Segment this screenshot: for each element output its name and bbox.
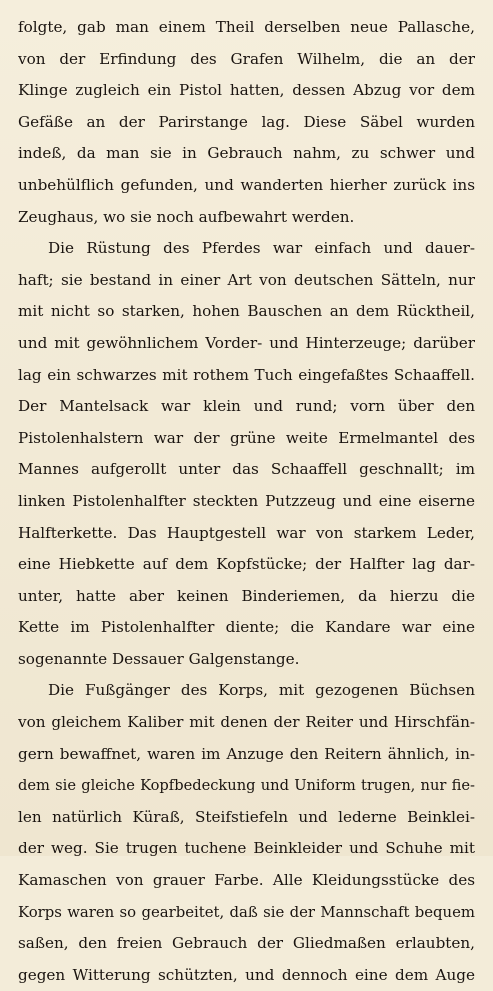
text-line: gegen Witterung schützten, und dennoch eine dem Auge bbox=[18, 965, 475, 984]
text-line: sogenannte Dessauer Galgenstange. bbox=[18, 649, 300, 668]
text-line: Korps waren so gearbeitet, daß sie der Mannschaft bequem bbox=[18, 902, 475, 921]
text-line: linken Pistolenhalfter steckten Putzzeug und eine eiserne bbox=[18, 491, 475, 510]
text-line: Gefäße an der Parirstange lag. Diese Säbel wurden bbox=[18, 112, 475, 131]
text-line: haft; sie bestand in einer Art von deutschen Sätteln, nur bbox=[18, 270, 475, 289]
text-line: Halfterkette. Das Hauptgestell war von starkem Leder, bbox=[18, 523, 475, 542]
text-line: von der Erfindung des Grafen Wilhelm, die an der bbox=[18, 49, 475, 68]
text-line: dem sie gleiche Kopfbedeckung und Uniform trugen, nur fie- bbox=[18, 777, 475, 795]
text-line: Der Mantelsack war klein und rund; vorn über den bbox=[18, 397, 475, 416]
text-line: und mit gewöhnlichem Vorder- und Hinterzeuge; darüber bbox=[18, 333, 475, 352]
text-line: der weg. Sie trugen tuchene Beinkleider und Schuhe mit bbox=[18, 839, 475, 858]
text-line: folgte, gab man einem Theil derselben neue Pallasche, bbox=[18, 18, 475, 36]
text-line: lag ein schwarzes mit rothem Tuch eingefaßtes Schaaffell. bbox=[18, 365, 475, 384]
text-line: Zeughaus, wo sie noch aufbewahrt werden. bbox=[18, 207, 355, 226]
text-line: Die Rüstung des Pferdes war einfach und dauer- bbox=[48, 239, 475, 258]
text-line: gern bewaffnet, waren im Anzuge den Reitern ähnlich, in- bbox=[18, 744, 475, 763]
text-line: saßen, den freien Gebrauch der Gliedmaßen erlaubten, bbox=[18, 934, 475, 953]
text-line: indeß, da man sie in Gebrauch nahm, zu schwer und bbox=[18, 144, 475, 163]
text-line: Kette im Pistolenhalfter diente; die Kandare war eine bbox=[18, 618, 475, 637]
text-line: mit nicht so starken, hohen Bauschen an dem Rücktheil, bbox=[18, 302, 475, 321]
text-line: unbehülflich gefunden, und wanderten hierher zurück ins bbox=[18, 175, 475, 194]
text-line: len natürlich Küraß, Steifstiefeln und lederne Beinklei- bbox=[18, 807, 475, 826]
text-line: unter, hatte aber keinen Binderiemen, da hierzu die bbox=[18, 586, 475, 605]
text-line: eine Hiebkette auf dem Kopfstücke; der Halfter lag dar- bbox=[18, 555, 475, 574]
text-line: Kamaschen von grauer Farbe. Alle Kleidungsstücke des bbox=[18, 871, 475, 890]
text-line: Mannes aufgerollt unter das Schaaffell geschnallt; im bbox=[18, 460, 475, 479]
text-line: Klinge zugleich ein Pistol hatten, dessen Abzug vor dem bbox=[18, 81, 475, 100]
text-line: von gleichem Kaliber mit denen der Reiter und Hirschfän- bbox=[18, 713, 475, 732]
text-line: Pistolenhalstern war der grüne weite Ermelmantel des bbox=[18, 428, 475, 447]
text-line: Die Fußgänger des Korps, mit gezogenen Büchsen bbox=[48, 681, 475, 700]
